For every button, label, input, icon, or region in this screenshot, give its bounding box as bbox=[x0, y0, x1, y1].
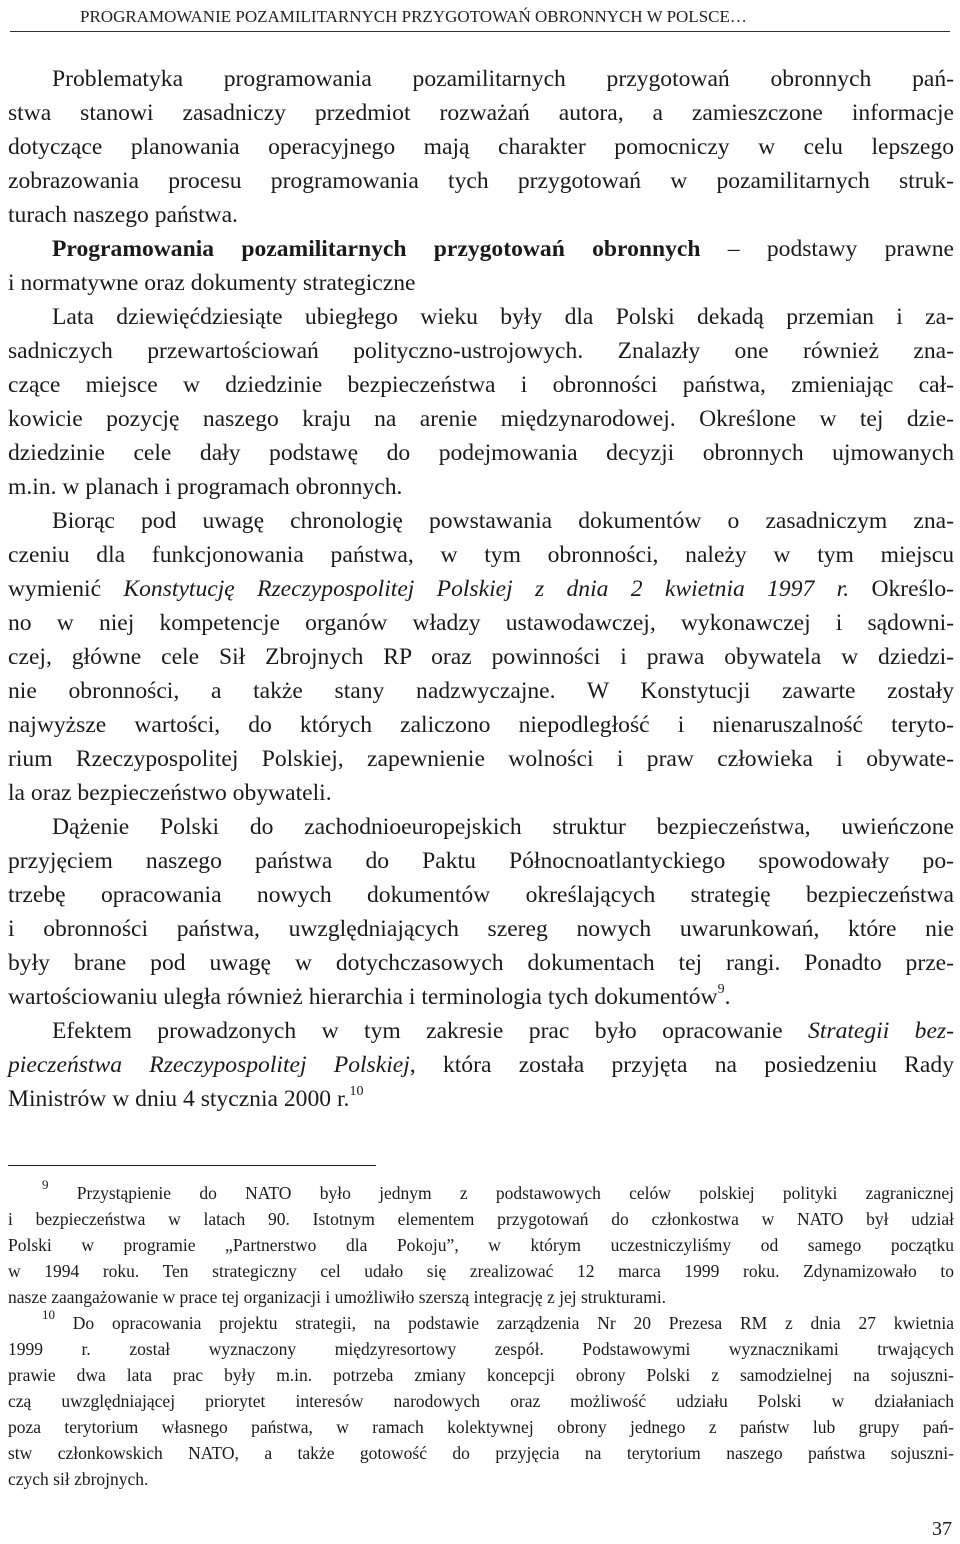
text-line: czące miejsce w dziedzinie bezpieczeństwa i obronności państwa, zmieniając cał- bbox=[8, 372, 954, 398]
footnote-line: poza terytorium własnego państwa, w ramach kolektywnej obrony jednego z państw lub grupy pań- bbox=[8, 1417, 954, 1437]
constitution-title: Konstytucję Rzeczypospolitej Polskiej z dnia 2 kwietnia 1997 r. bbox=[123, 576, 850, 602]
text-line bbox=[8, 1048, 954, 1082]
text-line: Lata dziewięćdziesiąte ubiegłego wieku były dla Polski dekadą przemian i za- bbox=[52, 304, 954, 330]
text-line bbox=[8, 572, 954, 606]
text-line: Biorąc pod uwagę chronologię powstawania dokumentów o zasadniczym zna- bbox=[52, 508, 954, 534]
text-line bbox=[8, 1082, 954, 1116]
text-span: Ministrów w dniu 4 stycznia 2000 r. bbox=[8, 1086, 350, 1112]
footnote-line: nasze zaangażowanie w prace tej organizacji i umożliwiło szerszą integrację z jej strukturami. bbox=[8, 1287, 667, 1307]
footnote-ref-9: 9 bbox=[717, 982, 725, 998]
section-heading-cont: i normatywne oraz dokumenty strategiczne bbox=[8, 270, 416, 296]
text-line bbox=[8, 1014, 954, 1048]
text-line: nie obronności, a także stany nadzwyczajne. W Konstytucji zawarte zostały bbox=[8, 678, 954, 704]
text-line: trzebę opracowania nowych dokumentów określających strategię bezpieczeństwa bbox=[8, 882, 954, 908]
text-span: . bbox=[724, 984, 731, 1010]
text-line: m.in. w planach i programach obronnych. bbox=[8, 474, 403, 500]
footnote-number-10: 10 bbox=[42, 1307, 55, 1323]
text-line: dziedzinie cele dały podstawę do podejmowania decyzji obronnych ujmowanych bbox=[8, 440, 954, 466]
text-line: Dążenie Polski do zachodnioeuropejskich struktur bezpieczeństwa, uwieńczone bbox=[52, 814, 954, 840]
text-line bbox=[8, 980, 954, 1014]
section-heading-bold: Programowania pozamilitarnych przygotowań obronnych bbox=[52, 236, 701, 262]
footnote-line: Polski w programie „Partnerstwo dla Pokoju”, w którym uczestniczyliśmy od samego początku bbox=[8, 1235, 954, 1255]
text-line: były brane pod uwagę w dotychczasowych dokumentach tej rangi. Ponadto prze- bbox=[8, 950, 954, 976]
footnote-line bbox=[8, 1177, 955, 1206]
text-line: rium Rzeczypospolitej Polskiej, zapewnienie wolności i praw człowieka i obywate- bbox=[8, 746, 954, 772]
text-line: dotyczące planowania operacyjnego mają charakter pomocniczy w celu lepszego bbox=[8, 134, 954, 160]
text-line: la oraz bezpieczeństwo obywateli. bbox=[8, 780, 332, 806]
footnote-line bbox=[8, 1307, 955, 1336]
section-heading bbox=[8, 232, 954, 266]
footnote-text: Przystąpienie do NATO było jednym z podstawowych celów polskiej polityki zagranicznej bbox=[76, 1183, 955, 1203]
text-line: sadniczych przewartościowań polityczno-ustrojowych. Znalazły one również zna- bbox=[8, 338, 954, 364]
footnote-line: 1999 r. został wyznaczony międzyresortowy zespół. Podstawowymi wyznacznikami trwających bbox=[8, 1339, 954, 1359]
page-number: 37 bbox=[932, 1518, 952, 1540]
text-line: Problematyka programowania pozamilitarnych przygotowań obronnych pań- bbox=[52, 66, 954, 92]
text-span: , która została przyjęta na posiedzeniu Rady bbox=[409, 1052, 954, 1078]
strategy-title: Strategii bez- bbox=[808, 1018, 954, 1044]
text-line: zobrazowania procesu programowania tych przygotowań w pozamilitarnych struk- bbox=[8, 168, 954, 194]
footnote-line: czą uwzględniającej priorytet interesów narodowych oraz możliwość udziału Polski w działaniach bbox=[8, 1391, 954, 1411]
text-line: i obronności państwa, uwzględniających szereg nowych uwarunkowań, które nie bbox=[8, 916, 954, 942]
text-line: czeniu dla funkcjonowania państwa, w tym obronności, należy w tym miejscu bbox=[8, 542, 954, 568]
text-line: przyjęciem naszego państwa do Paktu Północnoatlantyckiego spowodowały po- bbox=[8, 848, 954, 874]
text-line: czej, główne cele Sił Zbrojnych RP oraz powinności i prawa obywatela w dziedzi- bbox=[8, 644, 954, 670]
footnote-line: prawie dwa lata prac były m.in. potrzeba zmiany koncepcji obrony Polski z samodzielnej na sojuszni- bbox=[8, 1365, 954, 1385]
text-span: wartościowaniu uległa również hierarchia i terminologia tych dokumentów bbox=[8, 984, 718, 1010]
text-span: wymienić bbox=[8, 576, 124, 602]
text-line: najwyższe wartości, do których zaliczono niepodległość i nienaruszalność teryto- bbox=[8, 712, 954, 738]
footnote-number-9: 9 bbox=[42, 1177, 49, 1193]
running-title: PROGRAMOWANIE POZAMILITARNYCH PRZYGOTOWAŃ OBRONNYCH W POLSCE… bbox=[80, 7, 747, 26]
text-line: kowicie pozycję naszego kraju na arenie międzynarodowej. Określone w tej dzie- bbox=[8, 406, 954, 432]
footnote-line: stw członkowskich NATO, a także gotowość do przyjęcia na terytorium naszego państwa sojuszni- bbox=[8, 1443, 954, 1463]
text-span: Efektem prowadzonych w tym zakresie prac było opracowanie bbox=[52, 1018, 809, 1044]
footnote-line: w 1994 roku. Ten strategiczny cel udało się zrealizować 12 marca 1999 roku. Zdynamizowało to bbox=[8, 1261, 954, 1281]
footnote-text: Do opracowania projektu strategii, na podstawie zarządzenia Nr 20 Prezesa RM z dnia 27 kwietnia bbox=[72, 1313, 955, 1333]
footnote-line: czych sił zbrojnych. bbox=[8, 1469, 149, 1489]
text-line: turach naszego państwa. bbox=[8, 202, 238, 228]
text-span: Określo- bbox=[849, 576, 955, 602]
footnote-separator bbox=[8, 1165, 376, 1166]
running-header bbox=[10, 3, 950, 32]
footnote-line: i bezpieczeństwa w latach 90. Istotnym elementem przygotowań do członkostwa w NATO był udział bbox=[8, 1209, 954, 1229]
footnote-ref-10: 10 bbox=[349, 1084, 364, 1100]
text-line: stwa stanowi zasadniczy przedmiot rozważań autora, a zamieszczone informacje bbox=[8, 100, 954, 126]
text-line: no w niej kompetencje organów władzy ustawodawczej, wykonawczej i sądowni- bbox=[8, 610, 954, 636]
strategy-title-cont: pieczeństwa Rzeczypospolitej Polskiej bbox=[8, 1052, 410, 1078]
section-heading-rest: – podstawy prawne bbox=[727, 236, 955, 262]
